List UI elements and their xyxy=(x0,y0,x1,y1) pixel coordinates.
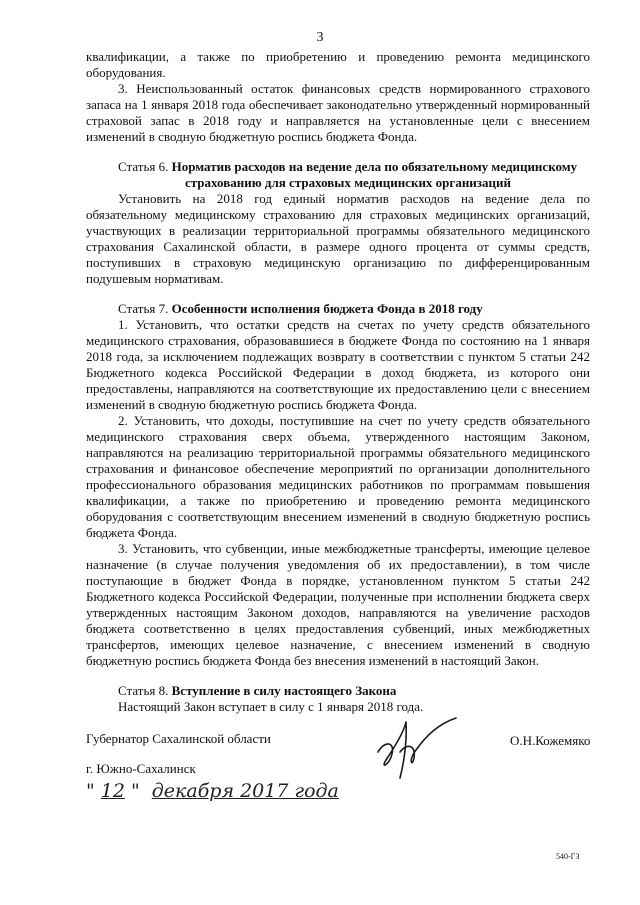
article-8-text: Настоящий Закон вступает в силу с 1 января 2018 года. xyxy=(118,699,424,714)
article-7-title: Особенности исполнения бюджета Фонда в 2018 году xyxy=(171,301,483,316)
article-7-heading xyxy=(86,301,590,317)
article-6-heading xyxy=(86,159,590,175)
date-day: 12 xyxy=(100,780,125,802)
article-8-title: Вступление в силу настоящего Закона xyxy=(171,683,397,698)
article-7-prefix: Статья 7. xyxy=(118,301,172,316)
article-7-item-2: 2. Установить, что доходы, поступившие на счет по учету средств обязательного медицинского страхования сверх объема, утвержденного настоящим Законом, направляются на реализацию территориальной программы обязательного медицинского страхования и финансовое обеспечение мероприятий по организации дополнительного профессионального образования медицинских работников по программам повышения квалификации, а также по приобретению и проведению ремонта медицинского оборудования с соответствующим внесением изменений в сводную бюджетную роспись бюджета Фонда. xyxy=(86,413,590,540)
date-month-year: декабря 2017 года xyxy=(151,780,339,802)
article-6-title-line2: страхованию для страховых медицинских организаций xyxy=(184,175,511,190)
article-8-heading xyxy=(86,683,590,699)
city-line: г. Южно-Сахалинск xyxy=(86,761,196,776)
continuation-paragraph: квалификации, а также по приобретению и проведению ремонта медицинского оборудования. xyxy=(86,49,590,80)
article-6-prefix: Статья 6. xyxy=(118,159,172,174)
page-number: 3 xyxy=(316,30,324,45)
article-6-text: Установить на 2018 год единый норматив расходов на ведение дела по обязательному медицинскому страхованию для страховых медицинских организаций, участвующих в реализации территориальной программы обязательного медицинского страхования Сахалинской области, в размере одного процента от суммы средств, поступивших в страховую медицинскую организацию по дифференцированным подушевым нормативам. xyxy=(86,191,590,286)
governor-title: Губернатор Сахалинской области xyxy=(86,731,271,746)
article-7-item-3: 3. Установить, что субвенции, иные межбюджетные трансферты, имеющие целевое назначение (в случае получения уведомления об их предоставлении), в том числе поступающие в бюджет Фонда в порядке, установленном пунктом 5 статьи 242 Бюджетного кодекса Российской Федерации, полученные при исполнении бюджета сверх утвержденных настоящим Законом доходов, направляются на увеличение расходов бюджета соответственно в целях предоставления субвенций, иных межбюджетных трансфертов, имеющих целевое назначение, с внесением изменений в сводную бюджетную роспись бюджета Фонда без внесения изменений в настоящий Закон. xyxy=(86,541,590,668)
article-8-prefix: Статья 8. xyxy=(118,683,172,698)
article-7-item-1: 1. Установить, что остатки средств на счетах по учету средств обязательного медицинского страхования, образовавшиеся в бюджете Фонда по состоянию на 1 января 2018 года, за исключением подлежащих возврату в соответствии с пунктом 5 статьи 242 Бюджетного кодекса Российской Федерации в доход бюджета, из которого они предоставлены, направляются на соответствующие их предоставлению цели с внесением изменений в сводную бюджетную роспись бюджета Фонда. xyxy=(86,317,590,412)
document-body xyxy=(86,49,590,715)
handwritten-signature xyxy=(360,712,470,782)
law-code: 540-ГЗ xyxy=(556,852,580,861)
item-3-paragraph: 3. Неиспользованный остаток финансовых средств нормированного страхового запаса на 1 января 2018 года обеспечивает законодательно утвержденный нормированный страховой запас в 2018 году и направляется на установленные цели с внесением изменений в сводную бюджетную роспись бюджета Фонда. xyxy=(86,81,590,144)
article-6-title-line1: Норматив расходов на ведение дела по обязательному медицинскому xyxy=(171,159,578,174)
governor-name: О.Н.Кожемяко xyxy=(510,733,591,748)
handwritten-date: " 12 " декабря 2017 года xyxy=(86,780,345,802)
